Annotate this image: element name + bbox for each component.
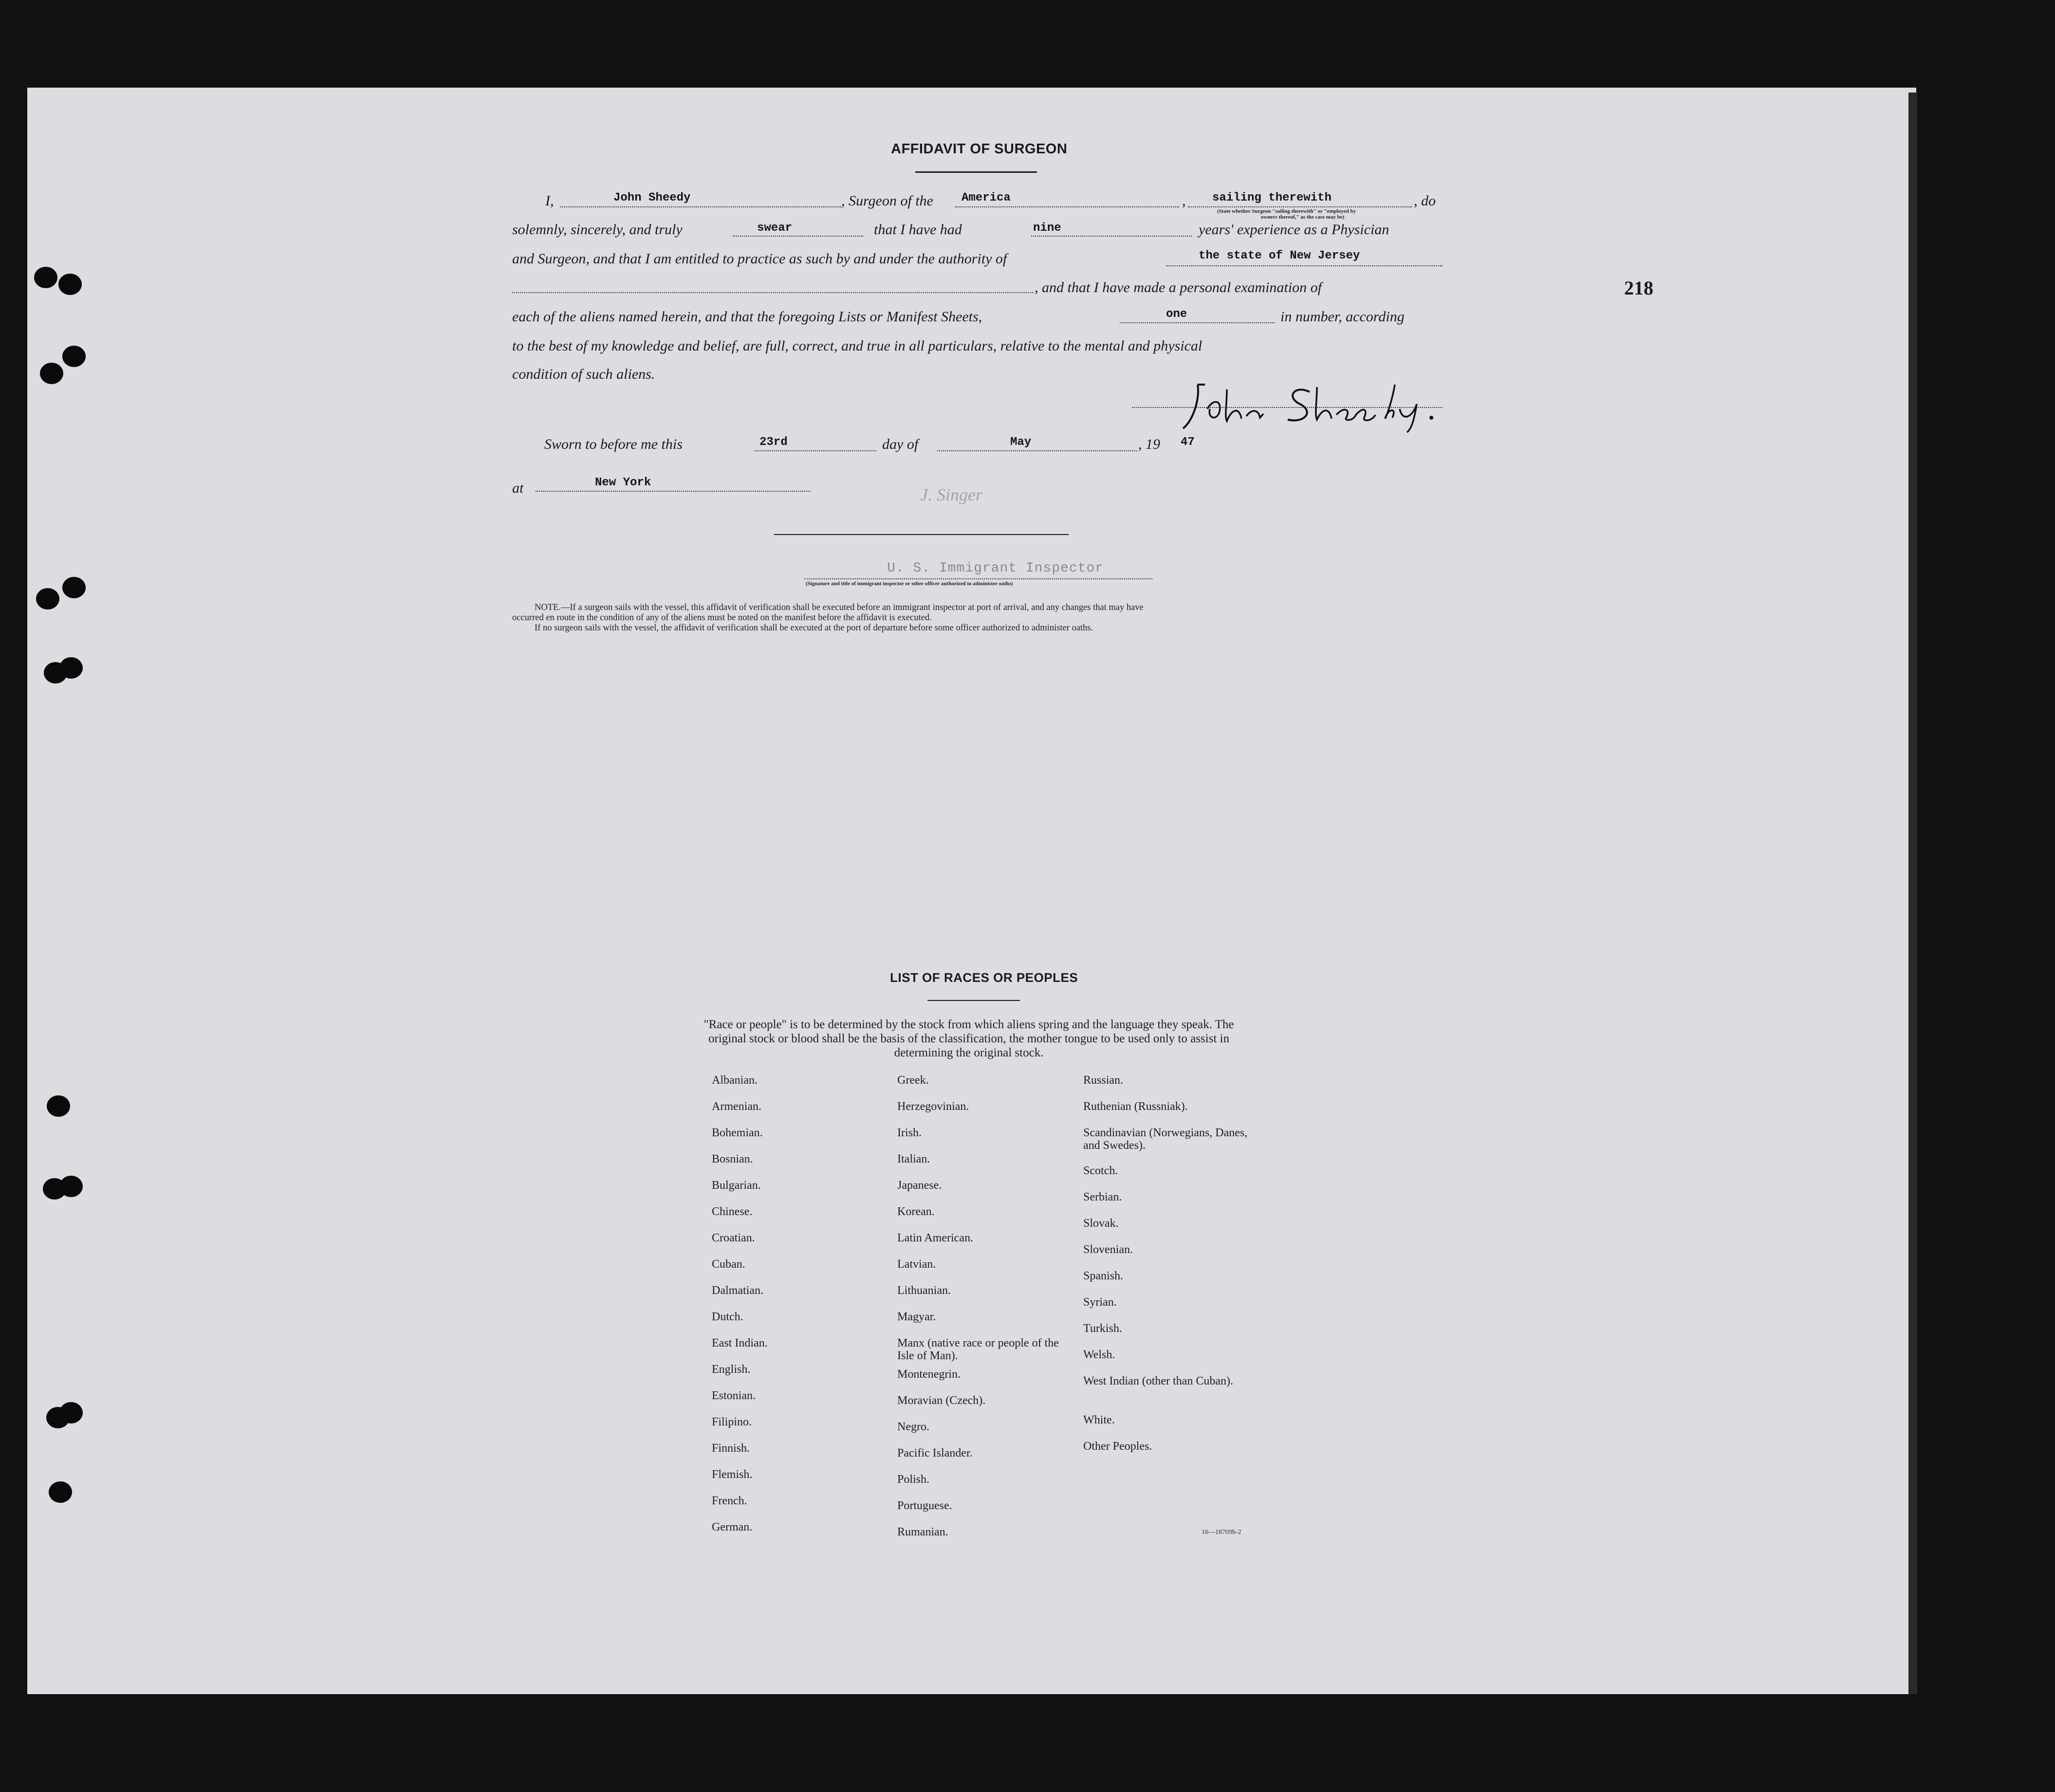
race-item: Flemish. xyxy=(712,1468,753,1481)
text-each-alien: each of the aliens named herein, and that the foregoing Lists or Manifest Sheets, xyxy=(512,309,982,325)
race-item: Cuban. xyxy=(712,1258,745,1271)
race-item: Turkish. xyxy=(1083,1322,1122,1335)
punch-hole xyxy=(59,657,83,679)
race-item: Italian. xyxy=(897,1153,930,1165)
text-do: , do xyxy=(1414,193,1436,209)
ship-name-line xyxy=(955,206,1179,207)
surgeon-name-line xyxy=(560,206,841,207)
race-item: Chinese. xyxy=(712,1205,753,1218)
note-line-3: If no surgeon sails with the vessel, the affidavit of verification shall be executed at the port of departure before some officer authorized to administer oaths. xyxy=(535,623,1093,633)
text-comma: , xyxy=(1182,193,1186,209)
text-sworn-before: Sworn to before me this xyxy=(544,436,683,452)
race-item: English. xyxy=(712,1363,751,1376)
sheet-count: one xyxy=(1166,308,1187,321)
race-item: Bohemian. xyxy=(712,1127,763,1139)
race-item: Syrian. xyxy=(1083,1296,1117,1309)
race-item: Slovenian. xyxy=(1083,1243,1133,1256)
text-best-knowledge: to the best of my knowledge and belief, are full, correct, and true in all particulars, relative to the mental and physical xyxy=(512,338,1203,354)
oath-line xyxy=(733,236,863,237)
race-item: Magyar. xyxy=(897,1311,936,1323)
sworn-year: 47 xyxy=(1181,436,1195,449)
inspector-signature: J. Singer xyxy=(920,485,982,504)
race-item: Dalmatian. xyxy=(712,1284,763,1297)
affidavit-title: AFFIDAVIT OF SURGEON xyxy=(891,141,1068,157)
race-item: Slovak. xyxy=(1083,1217,1119,1230)
sworn-place: New York xyxy=(595,476,651,489)
race-item: Scotch. xyxy=(1083,1164,1118,1177)
sworn-day: 23rd xyxy=(759,436,788,449)
text-i: I, xyxy=(545,193,554,209)
month-line xyxy=(937,450,1137,451)
race-item: Latin American. xyxy=(897,1232,973,1244)
races-title: LIST OF RACES OR PEOPLES xyxy=(890,970,1078,985)
day-line xyxy=(755,450,876,451)
race-item: Pacific Islander. xyxy=(897,1447,973,1459)
note-line-2: occurred en route in the condition of any of the aliens must be noted on the manifest before the affidavit is executed. xyxy=(512,613,932,623)
punch-hole xyxy=(59,1402,83,1423)
race-item: Herzegovinian. xyxy=(897,1100,969,1113)
text-years-experience: years' experience as a Physician xyxy=(1199,222,1389,238)
punch-hole xyxy=(62,577,86,598)
text-personal-exam: , and that I have made a personal examination of xyxy=(1035,279,1322,296)
race-item: Montenegrin. xyxy=(897,1368,961,1381)
race-item: Japanese. xyxy=(897,1179,942,1192)
race-item: Latvian. xyxy=(897,1258,936,1271)
inspector-caption: (Signature and title of immigrant inspector or other officer authorized to administer oaths) xyxy=(806,581,1013,587)
race-item: East Indian. xyxy=(712,1337,768,1349)
capacity-note-1: (State whether Surgeon "sailing therewith" or "employed by xyxy=(1217,208,1356,214)
race-item: Dutch. xyxy=(712,1311,743,1323)
text-day-of: day of xyxy=(882,436,919,452)
race-item: Rumanian. xyxy=(897,1526,948,1538)
text-in-number: in number, according xyxy=(1280,309,1405,325)
race-item: Scandinavian (Norwegians, Danes, and Swedes). xyxy=(1083,1127,1248,1152)
title-underline xyxy=(915,171,1037,173)
sworn-month: May xyxy=(1010,436,1032,449)
races-title-underline xyxy=(927,1000,1020,1001)
authority-line xyxy=(1166,265,1443,266)
sheet-count-line xyxy=(1120,322,1275,323)
race-item: Welsh. xyxy=(1083,1349,1115,1361)
race-item: Irish. xyxy=(897,1127,922,1139)
race-item: Bulgarian. xyxy=(712,1179,761,1192)
race-item: Greek. xyxy=(897,1074,929,1087)
race-item: Polish. xyxy=(897,1473,930,1486)
oath-word: swear xyxy=(757,222,793,235)
race-item: Albanian. xyxy=(712,1074,758,1087)
race-item: Manx (native race or people of the Isle of Man). xyxy=(897,1337,1059,1362)
punch-hole xyxy=(58,274,82,295)
text-year-prefix: , 19 xyxy=(1138,436,1160,452)
race-item: Ruthenian (Russniak). xyxy=(1083,1100,1188,1113)
punch-hole xyxy=(36,588,59,610)
race-item: Lithuanian. xyxy=(897,1284,951,1297)
race-item: Korean. xyxy=(897,1205,935,1218)
punch-hole xyxy=(43,1178,66,1200)
race-item: Bosnian. xyxy=(712,1153,753,1165)
race-item: Portuguese. xyxy=(897,1499,952,1512)
surgeon-name: John Sheedy xyxy=(613,191,691,204)
note-line-1: NOTE.—If a surgeon sails with the vessel, this affidavit of verification shall be executed before an immigrant inspector at port of arrival, and any changes that may have xyxy=(535,603,1144,612)
surgeon-signature xyxy=(1178,375,1451,433)
punch-hole xyxy=(62,346,86,367)
race-item: Croatian. xyxy=(712,1232,755,1244)
race-item: Other Peoples. xyxy=(1083,1440,1152,1453)
text-condition: condition of such aliens. xyxy=(512,366,655,382)
race-item: Serbian. xyxy=(1083,1191,1122,1203)
capacity-line xyxy=(1188,206,1412,207)
capacity-note-2: owners thereof," as the case may be) xyxy=(1261,214,1345,220)
race-item: German. xyxy=(712,1521,753,1533)
text-at: at xyxy=(512,480,524,496)
punch-hole xyxy=(47,1095,70,1117)
sheet-edge xyxy=(1908,92,1917,1694)
inspector-title: U. S. Immigrant Inspector xyxy=(887,561,1104,576)
surgeon-capacity: sailing therewith xyxy=(1212,191,1332,204)
punch-hole xyxy=(49,1481,72,1503)
inspector-signature-line xyxy=(774,534,1069,535)
years-line xyxy=(1031,236,1192,237)
race-item: Spanish. xyxy=(1083,1270,1124,1282)
race-item: Armenian. xyxy=(712,1100,761,1113)
races-intro: "Race or people" is to be determined by the stock from which aliens spring and the language they speak. The original stock or blood shall be the basis of the classification, the mother tongue to be used only to assist in determining the original stock. xyxy=(704,1018,1234,1059)
race-item: Russian. xyxy=(1083,1074,1124,1087)
authority-continuation-line xyxy=(512,292,1033,293)
race-item: Moravian (Czech). xyxy=(897,1394,986,1407)
ship-name: America xyxy=(962,191,1011,204)
race-item: White. xyxy=(1083,1414,1115,1426)
race-item: Estonian. xyxy=(712,1389,756,1402)
text-that-i-have-had: that I have had xyxy=(874,222,962,238)
race-item: Negro. xyxy=(897,1421,929,1433)
inspector-title-line xyxy=(804,578,1152,579)
race-item: Filipino. xyxy=(712,1416,752,1428)
race-item: West Indian (other than Cuban). xyxy=(1083,1375,1233,1387)
punch-hole xyxy=(40,363,63,384)
years-count: nine xyxy=(1033,222,1061,235)
place-line xyxy=(536,491,811,492)
form-number: 16—18709b-2 xyxy=(1202,1529,1241,1536)
authority: the state of New Jersey xyxy=(1199,249,1360,262)
text-surgeon-of-the: , Surgeon of the xyxy=(841,193,933,209)
race-item: French. xyxy=(712,1495,747,1507)
text-and-surgeon: and Surgeon, and that I am entitled to practice as such by and under the authority of xyxy=(512,251,1007,267)
page-number: 218 xyxy=(1624,277,1653,299)
text-solemnly: solemnly, sincerely, and truly xyxy=(512,222,683,238)
punch-hole xyxy=(34,267,57,288)
race-item: Finnish. xyxy=(712,1442,750,1455)
